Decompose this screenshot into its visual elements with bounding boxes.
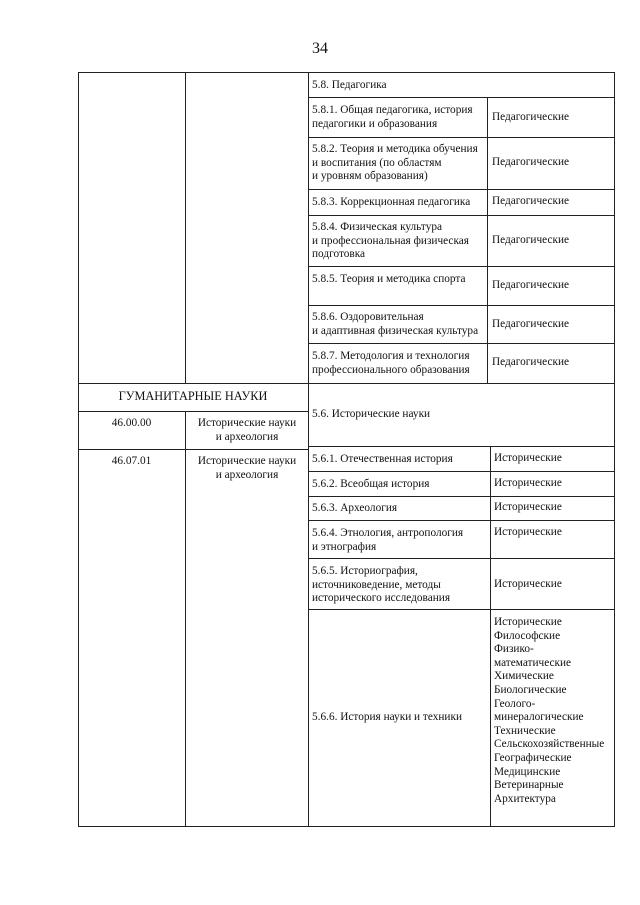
row-divider — [308, 305, 614, 306]
degree-type: Педагогические — [492, 356, 570, 368]
row-divider — [308, 558, 614, 559]
degree-type: Исторические — [494, 578, 562, 590]
row-divider — [308, 609, 614, 610]
degree-type: Педагогические — [492, 156, 570, 168]
column-divider — [490, 446, 491, 827]
column-divider — [308, 72, 309, 827]
section-title-humanities: ГУМАНИТАРНЫЕ НАУКИ — [118, 389, 268, 403]
row-divider — [308, 343, 614, 344]
table-left-border — [78, 72, 79, 827]
specialty-name: 5.6.5. Историография, источниковедение, методы исторического исследования — [312, 565, 451, 605]
specialty-name: 5.6.3. Археология — [312, 502, 398, 514]
specialty-name: 5.8.3. Коррекционная педагогика — [312, 196, 471, 208]
specialty-name: 5.8.2. Теория и методика обучения и воспитания (по областям и уровням образования) — [312, 143, 478, 183]
program-name: Исторические науки и археология — [197, 417, 297, 443]
degree-type: Исторические — [494, 526, 562, 538]
table-right-border — [614, 72, 615, 827]
degree-type: Исторические — [494, 452, 562, 464]
row-divider — [308, 215, 614, 216]
degree-type: Исторические — [494, 477, 562, 489]
row-divider — [308, 471, 614, 472]
row-divider — [308, 97, 614, 98]
table-bottom-border — [78, 826, 614, 827]
row-divider — [308, 266, 614, 267]
degree-type: Педагогические — [492, 279, 570, 291]
program-name: Исторические науки и археология — [197, 455, 297, 481]
column-divider — [185, 72, 186, 383]
specialty-name: 5.6.1. Отечественная история — [312, 453, 453, 465]
degree-type: Педагогические — [492, 318, 570, 330]
group-heading-pedagogy: 5.8. Педагогика — [312, 79, 387, 91]
degree-type: Педагогические — [492, 195, 570, 207]
row-divider — [308, 496, 614, 497]
table-top-border — [78, 72, 614, 73]
program-code: 46.00.00 — [111, 417, 152, 429]
program-code: 46.07.01 — [111, 455, 152, 467]
specialty-name: 5.8.5. Теория и методика спорта — [312, 273, 466, 285]
row-divider — [308, 520, 614, 521]
specialty-name: 5.6.6. История науки и техники — [312, 711, 463, 723]
specialty-name: 5.8.4. Физическая культура и профессиональная физическая подготовка — [312, 221, 469, 261]
row-divider — [308, 137, 614, 138]
degree-type: Педагогические — [492, 234, 570, 246]
specialty-name: 5.8.6. Оздоровительная и адаптивная физическая культура — [312, 311, 479, 337]
specialty-name: 5.6.4. Этнология, антропология и этнография — [312, 527, 464, 553]
page-number: 34 — [312, 40, 328, 57]
specialty-name: 5.6.2. Всеобщая история — [312, 478, 430, 490]
row-divider — [78, 411, 308, 412]
row-divider — [78, 449, 308, 450]
degree-type: Исторические — [494, 501, 562, 513]
specialty-name: 5.8.1. Общая педагогика, история педагогики и образования — [312, 104, 473, 130]
group-heading-history: 5.6. Исторические науки — [312, 408, 431, 420]
specialty-name: 5.8.7. Методология и технология профессионального образования — [312, 350, 470, 376]
row-divider — [78, 383, 614, 384]
row-divider — [308, 446, 614, 447]
row-divider — [308, 189, 614, 190]
degree-list: Исторические Философские Физико- математические Химические Биологические Геолого- минералогические Технические Сельскохозяйственные Географические Медицинские Ветеринарные Архитектура — [494, 616, 605, 805]
degree-type: Педагогические — [492, 111, 570, 123]
column-divider — [487, 97, 488, 383]
